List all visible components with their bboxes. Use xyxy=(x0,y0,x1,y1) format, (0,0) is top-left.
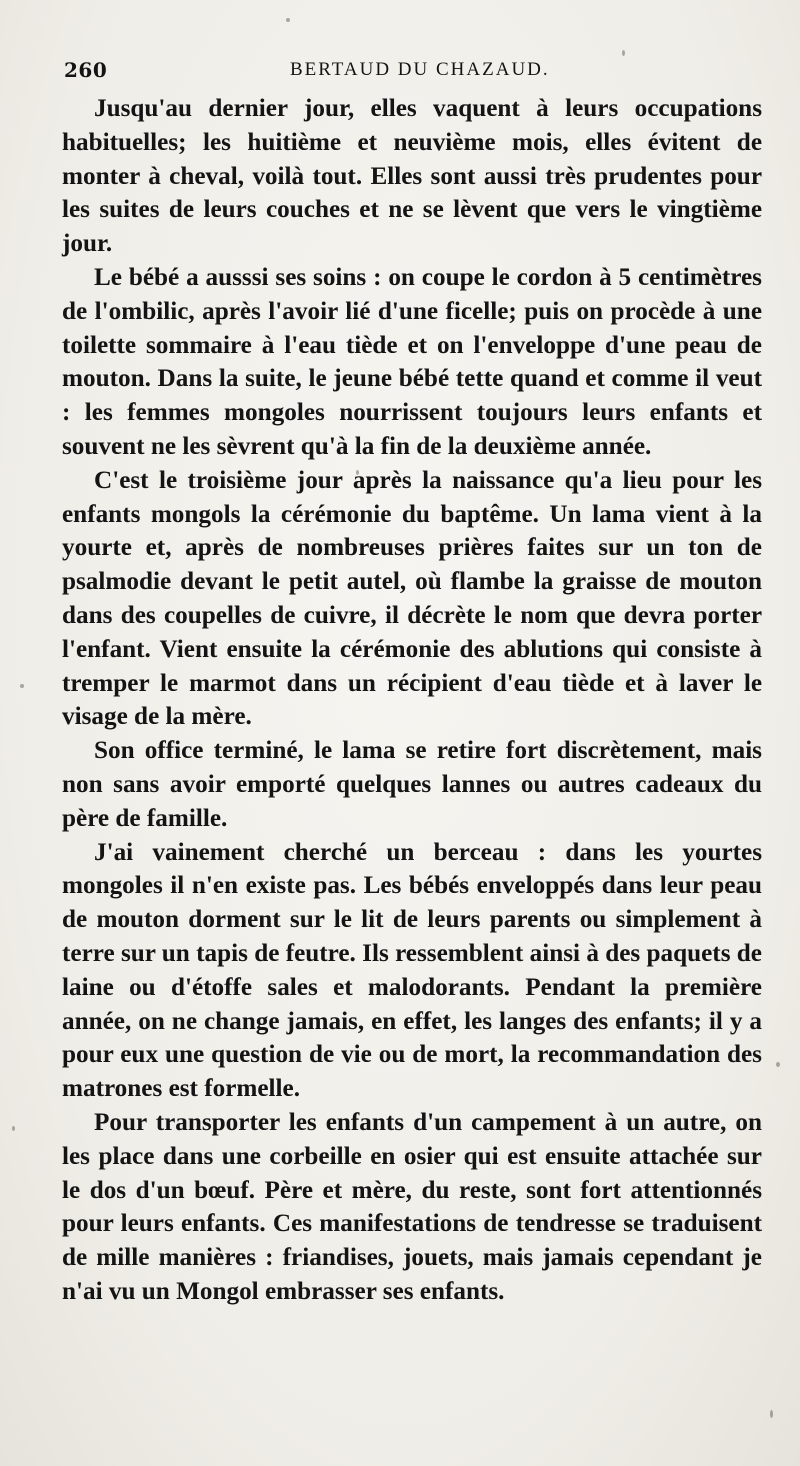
ink-speck xyxy=(20,684,24,688)
paragraph: J'ai vainement cherché un berceau : dans les yourtes mongoles il n'en existe pas. Les bébés enveloppés dans leur peau de mouton dorment sur le lit de leurs parents ou simplement à terre sur un tapis de feutre. Ils ressemblent ainsi à des paquets de laine ou d'étoffe sales et malodorants. Pendant la première année, on ne change jamais, en effet, les langes des enfants; il y a pour eux une question de vie ou de mort, la recommandation des matrones est formelle. xyxy=(62,838,762,1103)
ink-speck xyxy=(12,1126,15,1131)
ink-speck xyxy=(622,50,625,56)
paragraph: Jusqu'au dernier jour, elles vaquent à leurs occupations habituelles; les huitième et neuvième mois, elles évitent de monter à cheval, voilà tout. Elles sont aussi très prudentes pour les suites de leurs couches et ne se lèvent que vers le vingtième jour. xyxy=(62,95,762,258)
page-number: 260 xyxy=(64,58,108,82)
ink-speck xyxy=(286,18,290,22)
ink-speck xyxy=(776,1062,780,1067)
ink-speck xyxy=(770,1410,773,1418)
paragraph: C'est le troisième jour après la naissance qu'a lieu pour les enfants mongols la cérémonie du baptême. Un lama vient à la yourte et, après de nombreuses prières faites sur un ton de psalmodie devant le petit autel, où flambe la graisse de mouton dans des coupelles de cuivre, il décrète le nom que devra porter l'enfant. Vient ensuite la cérémonie des ablutions qui consiste à tremper le marmot dans un récipient d'eau tiède et à laver le visage de la mère. xyxy=(62,466,762,731)
paragraph: Pour transporter les enfants d'un campement à un autre, on les place dans une corbeille en osier qui est ensuite attachée sur le dos d'un bœuf. Père et mère, du reste, sont fort attentionnés pour leurs enfants. Ces manifestations de tendresse se traduisent de mille manières : friandises, jouets, mais jamais cependant je n'ai vu un Mongol embrasser ses enfants. xyxy=(62,1108,762,1305)
running-head: BERTAUD DU CHAZAUD. xyxy=(290,59,550,80)
body-text xyxy=(62,92,762,1309)
paragraph: Le bébé a ausssi ses soins : on coupe le cordon à 5 centimètres de l'ombilic, après l'avoir lié d'une ficelle; puis on procède à une toilette sommaire à l'eau tiède et on l'enveloppe d'une peau de mouton. Dans la suite, le jeune bébé tette quand et comme il veut : les femmes mongoles nourrissent toujours leurs enfants et souvent ne les sèvrent qu'à la fin de la deuxième année. xyxy=(62,263,762,460)
paragraph: Son office terminé, le lama se retire fort discrètement, mais non sans avoir emporté quelques lannes ou autres cadeaux du père de famille. xyxy=(62,737,762,832)
page-header xyxy=(64,58,734,88)
